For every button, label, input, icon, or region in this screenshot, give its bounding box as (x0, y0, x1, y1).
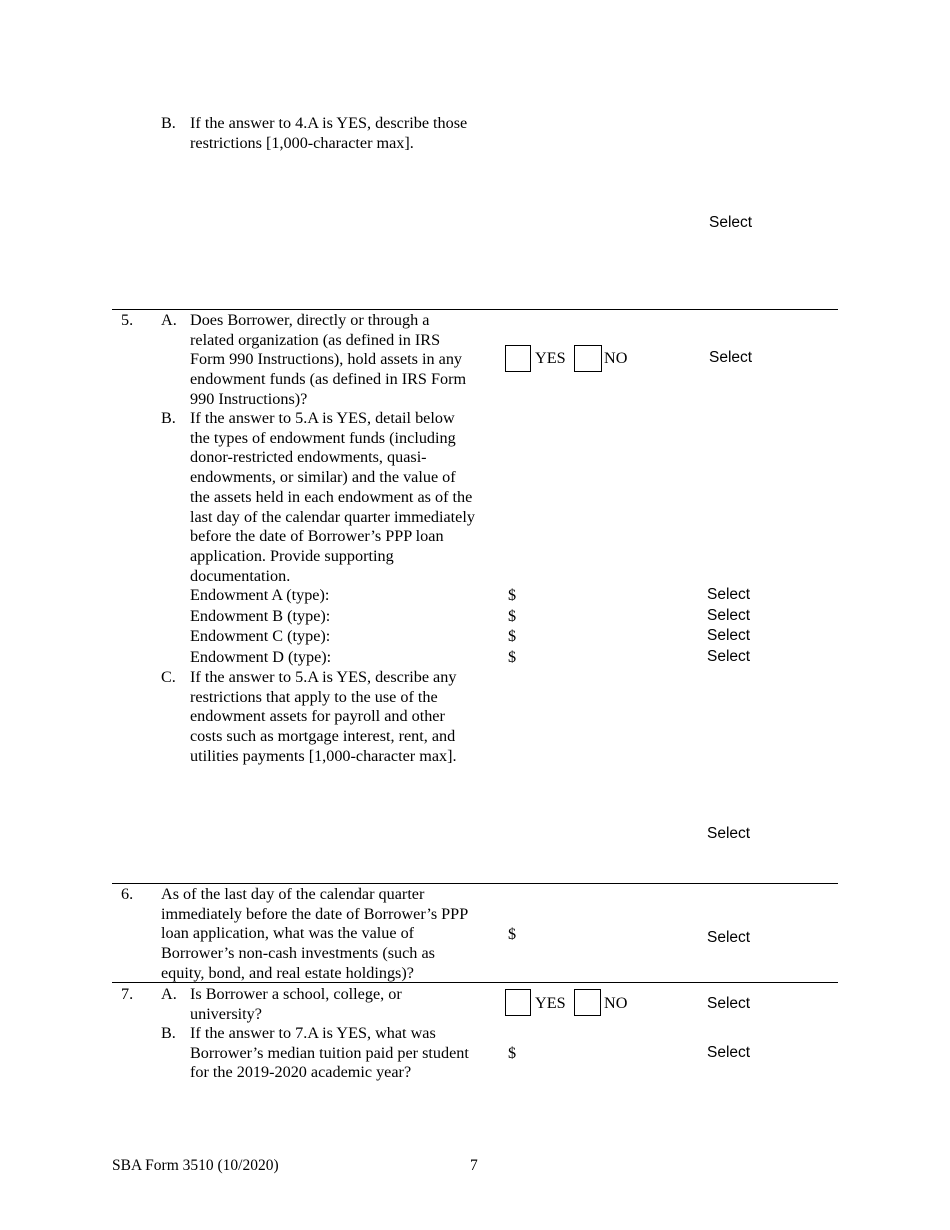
q5b-line: donor-restricted endowments, quasi- (190, 448, 427, 467)
q6-text (161, 885, 468, 984)
q5b-line: the types of endowment funds (including (190, 428, 456, 447)
q5b-letter: B. (161, 409, 176, 427)
q5a-line: endowment funds (as defined in IRS Form (190, 370, 467, 389)
q4b-line: restrictions [1,000-character max]. (190, 133, 414, 152)
section-divider (112, 309, 838, 310)
q4b-select-dropdown[interactable]: Select (709, 214, 753, 231)
q7a-yes-label: YES (535, 994, 566, 1012)
q5c-line: utilities payments [1,000-character max]. (190, 746, 457, 765)
q5b-line: application. Provide supporting (190, 546, 394, 565)
q4b-line: If the answer to 4.A is YES, describe those (190, 114, 468, 132)
q5c-line: endowment assets for payroll and other (190, 707, 445, 726)
q5b-line: documentation. (190, 566, 291, 585)
q6-line: equity, bond, and real estate holdings)? (161, 963, 414, 982)
q7b-select-dropdown[interactable]: Select (707, 1044, 751, 1061)
q5a-line: 990 Instructions)? (190, 389, 308, 408)
q6-number: 6. (121, 885, 134, 903)
q7b-line: If the answer to 7.A is YES, what was (190, 1024, 436, 1042)
q5c-line: costs such as mortgage interest, rent, and (190, 727, 456, 746)
q5b-line: before the date of Borrower’s PPP loan (190, 527, 444, 546)
q6-select-dropdown[interactable]: Select (707, 929, 751, 946)
endowment-b-select-dropdown[interactable]: Select (707, 607, 751, 624)
q5a-yes-label: YES (535, 349, 566, 367)
footer-form-id: SBA Form 3510 (10/2020) (112, 1157, 279, 1174)
q5c-select-dropdown[interactable]: Select (707, 825, 751, 842)
q5a-line: Does Borrower, directly or through a (190, 311, 430, 329)
q7b-text (190, 1024, 469, 1083)
q5a-select-dropdown[interactable]: Select (709, 349, 753, 366)
endowment-d-currency: $ (508, 648, 517, 666)
q6-currency: $ (508, 925, 517, 943)
section-divider (112, 982, 838, 983)
q5b-text (190, 409, 475, 586)
endowment-b-currency: $ (508, 607, 517, 625)
q5b-line: the assets held in each endowment as of the (190, 487, 473, 506)
endowment-a-currency: $ (508, 586, 517, 604)
q5a-letter: A. (161, 311, 177, 329)
endowment-c-currency: $ (508, 627, 517, 645)
q5a-no-checkbox[interactable] (574, 345, 602, 372)
q4b-letter: B. (161, 114, 176, 132)
q5c-line: restrictions that apply to the use of the (190, 687, 438, 706)
q5a-yes-checkbox[interactable] (505, 345, 531, 372)
endowment-c-select-dropdown[interactable]: Select (707, 627, 751, 644)
q7a-line: university? (190, 1004, 262, 1023)
q6-line: As of the last day of the calendar quarter (161, 885, 425, 903)
endowment-c-label: Endowment C (type): (190, 627, 331, 645)
q7a-text (190, 985, 402, 1024)
q7b-line: Borrower’s median tuition paid per student (190, 1043, 469, 1062)
q5a-text (190, 311, 466, 410)
q7a-select-dropdown[interactable]: Select (707, 995, 751, 1012)
footer-page-number: 7 (470, 1157, 478, 1174)
q7-number: 7. (121, 985, 134, 1003)
q7a-line: Is Borrower a school, college, or (190, 985, 402, 1003)
endowment-d-select-dropdown[interactable]: Select (707, 648, 751, 665)
q6-line: immediately before the date of Borrower’s PPP (161, 904, 469, 923)
section-divider (112, 883, 838, 884)
q4b-text (190, 114, 467, 153)
q6-line: loan application, what was the value of (161, 924, 415, 943)
q5a-no-label: NO (604, 349, 628, 367)
q7a-no-label: NO (604, 994, 628, 1012)
q5a-line: related organization (as defined in IRS (190, 330, 441, 349)
q7a-yes-checkbox[interactable] (505, 989, 531, 1016)
q7b-currency: $ (508, 1044, 517, 1062)
q5b-line: endowments, or similar) and the value of (190, 468, 456, 487)
q5b-line: last day of the calendar quarter immediately (190, 507, 475, 526)
endowment-b-label: Endowment B (type): (190, 607, 331, 625)
q5a-line: Form 990 Instructions), hold assets in any (190, 350, 463, 369)
q5c-text (190, 668, 457, 767)
endowment-a-select-dropdown[interactable]: Select (707, 586, 751, 603)
endowment-a-label: Endowment A (type): (190, 586, 330, 604)
q7b-letter: B. (161, 1024, 176, 1042)
endowment-d-label: Endowment D (type): (190, 648, 332, 666)
q5b-line: If the answer to 5.A is YES, detail below (190, 409, 455, 427)
q6-line: Borrower’s non-cash investments (such as (161, 944, 435, 963)
q5-number: 5. (121, 311, 134, 329)
q7b-line: for the 2019-2020 academic year? (190, 1063, 412, 1082)
q5c-letter: C. (161, 668, 176, 686)
q7a-no-checkbox[interactable] (574, 989, 601, 1016)
q7a-letter: A. (161, 985, 177, 1003)
q5c-line: If the answer to 5.A is YES, describe any (190, 668, 457, 686)
